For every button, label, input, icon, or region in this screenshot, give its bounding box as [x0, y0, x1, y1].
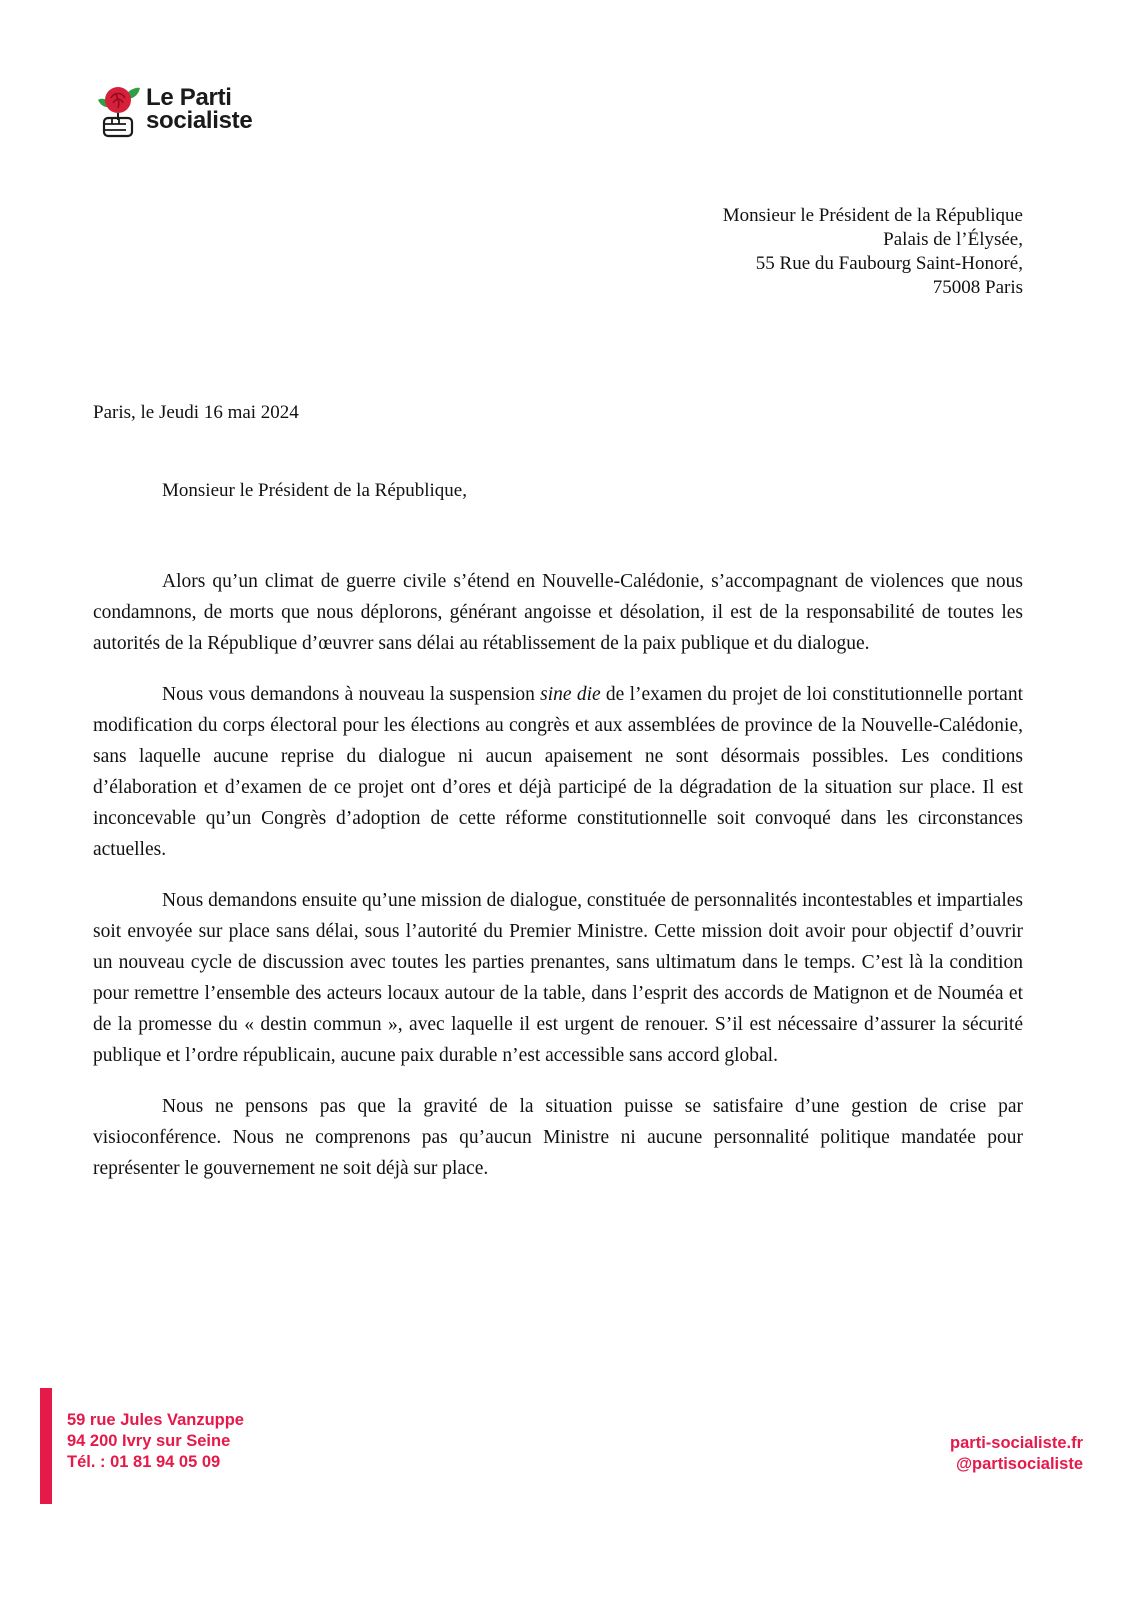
recipient-line: 55 Rue du Faubourg Saint-Honoré, [755, 253, 1023, 274]
footer-accent-bar [40, 1388, 52, 1504]
logo-line-2: socialiste [146, 107, 253, 134]
paragraph-2-text-cont: de l’examen du projet de loi constitutionnelle portant modification du corps électoral pour les élections au congrès et aux assemblées de province de la Nouvelle-Calédonie, sans laquelle aucune reprise du dialogue ni aucun apaisement ne sont désormais possibles. Les conditions d’élaboration et d’examen de ce projet ont d’ores et déjà participé de la dégradation de la situation sur place. Il est inconcevable qu’un Congrès d’adoption de cette réforme constitutionnelle soit convoqué dans les circonstances actuelles. [93, 684, 1024, 860]
recipient-line: Palais de l’Élysée, [883, 229, 1023, 250]
paragraph-4: Nous ne pensons pas que la gravité de la situation puisse se satisfaire d’une gestion de crise par visioconférence. Nous ne comprenons pas qu’aucun Ministre ni aucune personnalité politique mandatée pour représenter le gouvernement ne soit déjà sur place. [93, 1096, 1023, 1179]
paragraph-3: Nous demandons ensuite qu’une mission de dialogue, constituée de personnalités incontestables et impartiales soit envoyée sur place sans délai, sous l’autorité du Premier Ministre. Cette mission doit avoir pour objectif d’ouvrir un nouveau cycle de discussion avec toutes les parties prenantes, sans ultimatum dans le temps. C’est là la condition pour remettre l’ensemble des acteurs locaux autour de la table, dans l’esprit des accords de Matignon et de Nouméa et de la promesse du « destin commun », avec laquelle il est urgent de renouer. S’il est nécessaire d’assurer la sécurité publique et l’ordre républicain, aucune paix durable n’est accessible sans accord global. [93, 890, 1023, 1066]
footer-city: 94 200 Ivry sur Seine [67, 1432, 231, 1450]
paragraph-1: Alors qu’un climat de guerre civile s’étend en Nouvelle-Calédonie, s’accompagnant de violences que nous condamnons, de morts que nous déplorons, générant angoisse et désolation, il est de la responsabilité de toutes les autorités de la République d’œuvrer sans délai au rétablissement de la paix publique et du dialogue. [93, 571, 1023, 654]
recipient-line: 75008 Paris [932, 277, 1023, 298]
social-handle[interactable]: @partisocialiste [955, 1455, 1083, 1473]
party-logo [96, 80, 252, 138]
party-name [146, 86, 252, 132]
recipient-line: Monsieur le Président de la République [722, 205, 1023, 226]
paragraph-2 [93, 679, 1023, 865]
rose-in-fist-icon [96, 80, 142, 138]
letter-body [93, 566, 1023, 1204]
salutation: Monsieur le Président de la République, [162, 480, 467, 501]
footer-address [67, 1410, 244, 1473]
logo-line-1: Le Parti [146, 84, 232, 111]
paragraph-2-text: Nous vous demandons à nouveau la suspension [162, 684, 541, 705]
recipient-address [723, 204, 1023, 300]
sine-die-italic: sine die [540, 684, 601, 705]
website-link[interactable]: parti-socialiste.fr [950, 1434, 1083, 1452]
footer-street: 59 rue Jules Vanzuppe [67, 1411, 244, 1429]
footer-contact [950, 1433, 1083, 1475]
footer-phone: Tél. : 01 81 94 05 09 [67, 1453, 221, 1471]
letter-date: Paris, le Jeudi 16 mai 2024 [93, 402, 299, 423]
